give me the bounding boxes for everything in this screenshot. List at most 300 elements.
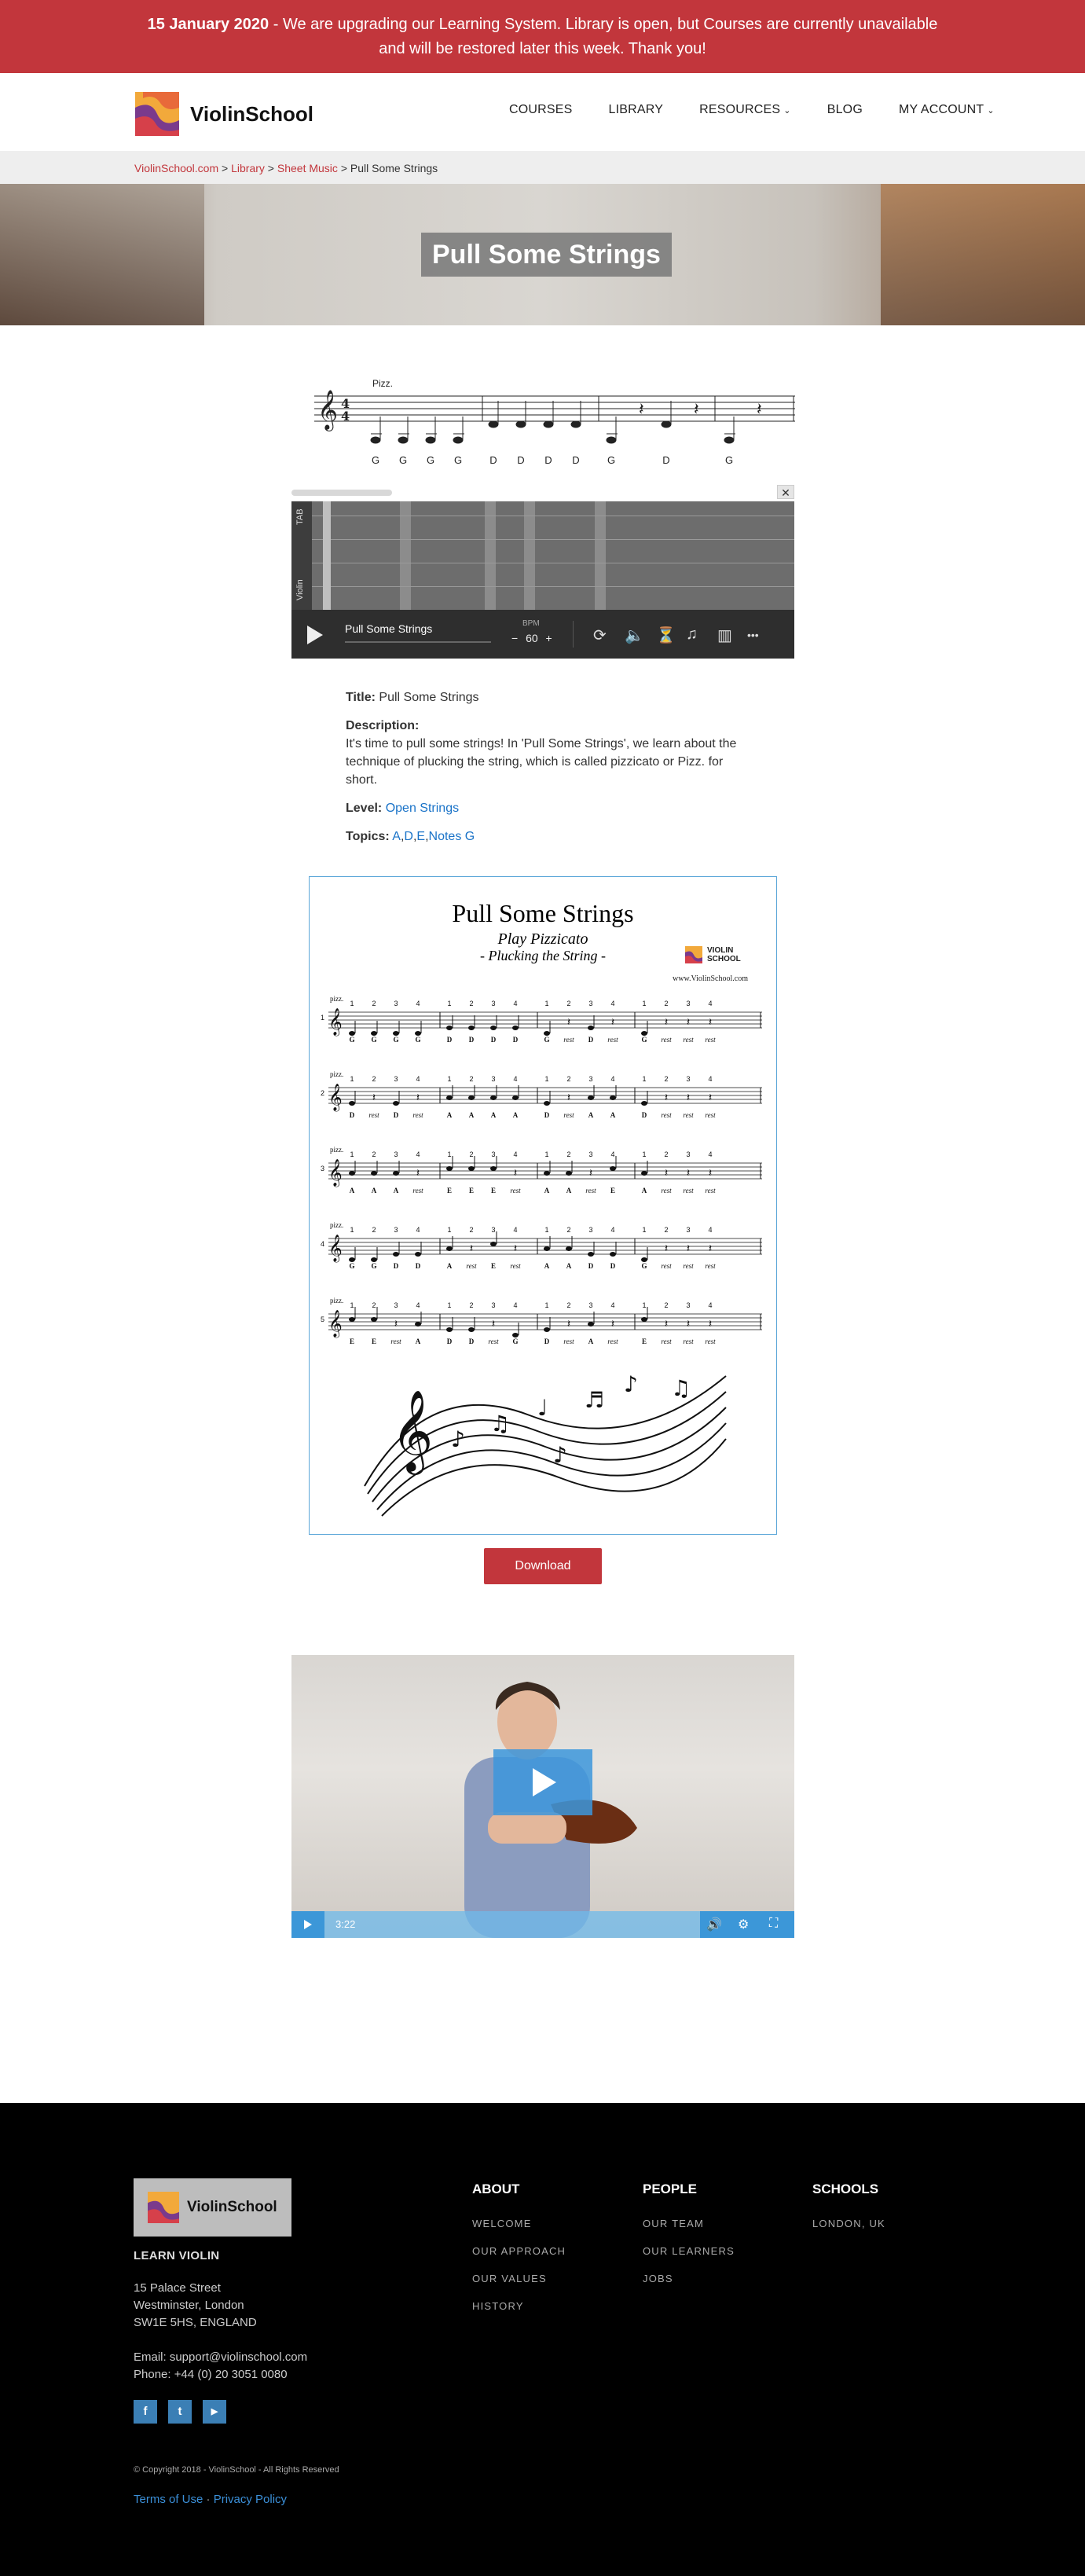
count-number: 3 (491, 1226, 496, 1234)
note-head (512, 1095, 519, 1100)
rest-symbol: 𝄽 (610, 1317, 615, 1330)
footer-link[interactable]: OUR VALUES (472, 2273, 547, 2284)
note-label: rest (683, 1338, 694, 1345)
note-label: D (446, 1338, 453, 1345)
brand-line1: VIOLIN (707, 946, 734, 955)
pizz-marking: pizz. (330, 995, 344, 1003)
count-number: 2 (566, 1150, 571, 1158)
footer-logo[interactable] (134, 2178, 291, 2237)
count-number: 2 (372, 1226, 376, 1234)
count-number: 3 (491, 1075, 496, 1083)
privacy-link[interactable]: Privacy Policy (213, 2493, 288, 2506)
hero-background-left (0, 184, 204, 325)
count-number: 2 (372, 1301, 376, 1309)
time-sig-top: 4 (341, 396, 350, 411)
treble-clef: 𝄞 (391, 1389, 434, 1472)
sheet-subtitle2: - Plucking the String - (480, 948, 606, 963)
player-controls (291, 610, 794, 659)
note-head (468, 1166, 475, 1171)
count-number: 1 (642, 1075, 647, 1083)
level-link[interactable]: Open Strings (385, 802, 460, 815)
nav-label: MY ACCOUNT (898, 103, 984, 116)
main-nav (509, 103, 1031, 117)
footer-col-people (643, 2182, 735, 2300)
rest-symbol: 𝄽 (708, 1015, 713, 1028)
note-label: rest (683, 1262, 694, 1270)
line-number: 1 (321, 1014, 325, 1022)
track-label (291, 501, 312, 610)
count-number: 1 (350, 1301, 354, 1309)
note-label: D (349, 1111, 355, 1119)
note-label: E (446, 1187, 453, 1194)
nav-library[interactable] (609, 103, 664, 117)
note-head (468, 1327, 475, 1332)
twitter-icon[interactable]: t (168, 2400, 192, 2424)
footer-address (134, 2280, 257, 2332)
note-head (610, 1095, 616, 1100)
line-number: 2 (321, 1089, 325, 1097)
note-label: rest (390, 1338, 401, 1345)
count-number: 2 (566, 1301, 571, 1309)
rest-symbol: 𝄽 (664, 1317, 669, 1330)
footer-col-schools (812, 2182, 885, 2245)
count-number: 3 (588, 1000, 593, 1007)
info-description-label (346, 717, 754, 735)
info-title (346, 688, 754, 706)
count-number: 2 (372, 1000, 376, 1007)
bpm-increase-button[interactable]: + (545, 632, 552, 644)
line-number: 5 (321, 1316, 325, 1323)
count-number: 4 (610, 1000, 615, 1007)
rest-symbol: 𝄽 (372, 1091, 376, 1103)
count-number: 1 (544, 1226, 549, 1234)
fullscreen-icon[interactable]: ⛶ (769, 1917, 779, 1930)
count-number: 2 (469, 1226, 474, 1234)
count-number: 4 (513, 1226, 518, 1234)
topic-link-e[interactable]: E (416, 830, 426, 843)
rest-symbol: 𝄽 (639, 399, 644, 419)
note-head (349, 1101, 355, 1106)
player-scrollbar[interactable] (291, 490, 392, 496)
treble-clef: 𝄞 (328, 1235, 343, 1262)
info-level (346, 799, 754, 817)
note-head (490, 1242, 497, 1246)
note-label: A (446, 1111, 453, 1119)
note-label: D (490, 1036, 497, 1044)
note-label: rest (661, 1338, 672, 1345)
note-glyph: ♩ (537, 1395, 548, 1421)
count-number: 4 (416, 1075, 420, 1083)
sheet-brand (685, 946, 741, 963)
count-number: 1 (447, 1226, 452, 1234)
youtube-icon[interactable]: ▶ (203, 2400, 226, 2424)
count-number: 3 (394, 1075, 398, 1083)
rest-symbol: 𝄽 (757, 399, 762, 419)
count-number: 4 (610, 1075, 615, 1083)
footer-learn-heading: LEARN VIOLIN (134, 2249, 220, 2262)
bpm-value: 60 (526, 632, 538, 644)
rest-symbol: 𝄽 (686, 1166, 691, 1179)
count-number: 1 (544, 1301, 549, 1309)
site-logo[interactable] (135, 92, 313, 136)
address-line: SW1E 5HS, ENGLAND (134, 2316, 257, 2329)
note-name: D (544, 454, 552, 466)
treble-clef: 𝄞 (328, 1008, 343, 1036)
footer-email[interactable]: Email: support@violinschool.com (134, 2350, 308, 2364)
treble-clef: 𝄞 (317, 390, 339, 430)
track-timeline[interactable] (312, 501, 794, 610)
pizz-marking: pizz. (330, 1297, 344, 1305)
pizz-marking: Pizz. (372, 378, 394, 389)
site-header (0, 73, 1085, 151)
nav-resources[interactable] (699, 103, 791, 117)
breadcrumb-separator: > (340, 162, 347, 174)
note-label: rest (488, 1338, 499, 1345)
info-level-label: Level: (346, 802, 383, 815)
play-icon[interactable] (291, 1911, 324, 1938)
announcement-bar (0, 0, 1085, 73)
timeline-line (312, 539, 794, 540)
note-head (641, 1171, 647, 1176)
tuner-icon[interactable]: ♫ (686, 626, 698, 643)
count-number: 4 (708, 1075, 713, 1083)
count-number: 1 (350, 1226, 354, 1234)
note-label: rest (412, 1111, 423, 1119)
track-name: Violin (295, 579, 305, 600)
note-head (544, 1327, 550, 1332)
note-head (446, 1327, 453, 1332)
footer-link[interactable]: OUR APPROACH (472, 2245, 566, 2257)
timeline-bar (595, 501, 606, 610)
note-glyph: ♪ (553, 1442, 567, 1468)
count-number: 2 (372, 1075, 376, 1083)
note-head (393, 1101, 399, 1106)
count-number: 3 (491, 1000, 496, 1007)
settings-icon[interactable]: ⚙ (738, 1918, 750, 1932)
note-label: D (393, 1262, 399, 1270)
pizz-marking: pizz. (330, 1146, 344, 1154)
count-number: 2 (566, 1000, 571, 1007)
note-name: G (453, 454, 463, 466)
rest-symbol: 𝄽 (513, 1242, 518, 1254)
note-label: G (641, 1262, 647, 1270)
song-progress[interactable] (345, 641, 491, 643)
count-number: 3 (394, 1150, 398, 1158)
note-label: G (371, 1036, 377, 1044)
hero-background-right (881, 184, 1085, 325)
note-head (610, 1166, 616, 1171)
note-head (468, 1026, 475, 1030)
note-head (512, 1026, 519, 1030)
note-name: D (517, 454, 525, 466)
metronome-icon[interactable]: ⏳ (656, 627, 676, 644)
note-head (446, 1166, 453, 1171)
sheet-title: Pull Some Strings (452, 899, 634, 927)
note-name: D (662, 454, 670, 466)
note-glyph: ♬ (585, 1387, 605, 1413)
sheet-staves (321, 987, 768, 1372)
sheet-info (346, 688, 754, 856)
video-player[interactable] (291, 1655, 794, 1938)
note-label: rest (705, 1111, 716, 1119)
breadcrumb-link-sheet-music[interactable]: Sheet Music (277, 162, 338, 174)
count-number: 2 (469, 1075, 474, 1083)
video-duration: 3:22 (335, 1918, 356, 1930)
rest-symbol: 𝄽 (394, 1317, 398, 1330)
count-number: 1 (642, 1301, 647, 1309)
note-head (446, 1095, 453, 1100)
logo-mark (148, 2192, 179, 2223)
note-label: D (468, 1338, 475, 1345)
footer-logo-text: ViolinSchool (187, 2199, 277, 2215)
treble-clef: 𝄞 (328, 1159, 343, 1187)
note-label: rest (705, 1262, 716, 1270)
rest-symbol: 𝄽 (686, 1015, 691, 1028)
nav-courses[interactable] (509, 103, 573, 117)
count-number: 2 (469, 1150, 474, 1158)
note-glyph: ♪ (624, 1371, 638, 1397)
social-links (134, 2400, 237, 2424)
count-number: 1 (447, 1000, 452, 1007)
brand-line2: SCHOOL (707, 955, 741, 963)
footer-link[interactable]: OUR LEARNERS (643, 2245, 735, 2257)
note-label: rest (705, 1036, 716, 1044)
note-name: G (426, 454, 435, 466)
hero-banner (0, 184, 1085, 325)
piano-icon[interactable]: ▥ (717, 627, 732, 644)
rest-symbol: 𝄽 (513, 1166, 518, 1179)
rest-symbol: 𝄽 (610, 1015, 615, 1028)
count-number: 4 (708, 1150, 713, 1158)
nav-blog[interactable] (827, 103, 863, 117)
count-number: 2 (664, 1075, 669, 1083)
count-number: 1 (447, 1150, 452, 1158)
count-number: 4 (513, 1150, 518, 1158)
note-head (544, 1101, 550, 1106)
close-icon[interactable]: ✕ (777, 485, 794, 499)
sheet-music-preview[interactable] (309, 876, 777, 1535)
footer-link[interactable]: WELCOME (472, 2218, 532, 2229)
note-head (490, 1095, 497, 1100)
count-number: 3 (491, 1301, 496, 1309)
rest-symbol: 𝄽 (708, 1242, 713, 1254)
pizz-marking: pizz. (330, 1070, 344, 1078)
note-name: G (398, 454, 408, 466)
note-label: G (641, 1036, 647, 1044)
note-label: rest (510, 1262, 521, 1270)
note-label: rest (705, 1338, 716, 1345)
volume-icon[interactable]: 🔈 (625, 627, 644, 644)
footer-col-title: PEOPLE (643, 2182, 697, 2196)
note-label: G (349, 1036, 355, 1044)
rest-symbol: 𝄽 (694, 399, 699, 419)
note-label: rest (607, 1036, 618, 1044)
note-name: G (607, 454, 616, 466)
count-number: 3 (686, 1226, 691, 1234)
note-label: rest (661, 1187, 672, 1194)
note-label: rest (510, 1187, 521, 1194)
count-number: 3 (588, 1301, 593, 1309)
note-label: rest (563, 1036, 574, 1044)
note-label: A (393, 1187, 399, 1194)
footer-legal-links (134, 2493, 287, 2506)
count-number: 4 (416, 1150, 420, 1158)
note-label: D (544, 1338, 550, 1345)
rest-symbol: 𝄽 (664, 1242, 669, 1254)
note-name: G (371, 454, 380, 466)
footer-link[interactable]: LONDON, UK (812, 2218, 885, 2229)
note-label: G (512, 1338, 519, 1345)
facebook-icon[interactable]: f (134, 2400, 157, 2424)
count-number: 4 (708, 1226, 713, 1234)
timeline-bar (485, 501, 496, 610)
count-number: 2 (469, 1000, 474, 1007)
download-button[interactable]: Download (484, 1548, 602, 1584)
count-number: 2 (469, 1301, 474, 1309)
video-controls (291, 1911, 794, 1938)
count-number: 3 (686, 1075, 691, 1083)
note-glyph: ♪ (451, 1426, 465, 1452)
topic-link-a[interactable]: A (392, 830, 401, 843)
player-toolbar (291, 483, 794, 501)
count-number: 1 (544, 1000, 549, 1007)
footer-link[interactable]: OUR TEAM (643, 2218, 704, 2229)
note-label: G (349, 1262, 355, 1270)
count-number: 3 (394, 1226, 398, 1234)
note-label: rest (585, 1187, 596, 1194)
note-head (588, 1322, 594, 1327)
sheet-subtitle: Play Pizzicato (497, 930, 588, 948)
note-head (641, 1317, 647, 1322)
info-title-value: Pull Some Strings (379, 691, 479, 704)
site-footer (0, 2103, 1085, 2576)
note-head (641, 1101, 647, 1106)
count-number: 3 (491, 1150, 496, 1158)
count-number: 1 (642, 1150, 647, 1158)
note-label: D (544, 1111, 550, 1119)
note-label: D (393, 1111, 399, 1119)
rest-symbol: 𝄽 (664, 1166, 669, 1179)
note-label: E (371, 1338, 377, 1345)
rest-symbol: 𝄽 (416, 1091, 420, 1103)
note-label: rest (661, 1111, 672, 1119)
logo-text: ViolinSchool (190, 101, 313, 126)
note-label: rest (683, 1187, 694, 1194)
note-label: D (512, 1036, 519, 1044)
breadcrumb-link-library[interactable]: Library (231, 162, 265, 174)
count-number: 3 (588, 1075, 593, 1083)
count-number: 4 (610, 1301, 615, 1309)
note-head (393, 1252, 399, 1257)
footer-link[interactable]: HISTORY (472, 2300, 524, 2312)
rest-symbol: 𝄽 (566, 1317, 571, 1330)
note-name: D (572, 454, 580, 466)
nav-label: BLOG (827, 103, 863, 116)
rest-symbol: 𝄽 (416, 1166, 420, 1179)
footer-col-title: SCHOOLS (812, 2182, 879, 2196)
note-glyph: ♫ (671, 1375, 691, 1401)
topic-link-notes-g[interactable]: Notes G (428, 830, 475, 843)
note-label: rest (563, 1338, 574, 1345)
breadcrumb-link-home[interactable]: ViolinSchool.com (134, 162, 219, 174)
footer-col-title: ABOUT (472, 2182, 520, 2196)
count-number: 4 (416, 1226, 420, 1234)
tab-clef-icon: TAB (295, 508, 305, 525)
note-head (393, 1171, 399, 1176)
footer-link[interactable]: JOBS (643, 2273, 673, 2284)
note-label: D (446, 1036, 453, 1044)
rest-symbol: 𝄽 (664, 1091, 669, 1103)
line-number: 3 (321, 1165, 325, 1172)
more-icon[interactable]: ••• (747, 629, 759, 641)
notation-preview (314, 372, 795, 475)
footer-copyright: © Copyright 2018 - ViolinSchool - All Rights Reserved (134, 2465, 339, 2475)
count-number: 2 (372, 1150, 376, 1158)
note-head (446, 1026, 453, 1030)
count-number: 4 (708, 1000, 713, 1007)
timeline-bar (524, 501, 535, 610)
note-label: rest (368, 1111, 379, 1119)
playback-cursor[interactable] (323, 501, 331, 610)
play-icon[interactable] (307, 626, 323, 644)
note-label: E (468, 1187, 475, 1194)
count-number: 1 (544, 1075, 549, 1083)
music-swirl-art (357, 1360, 734, 1517)
rest-symbol: 𝄽 (566, 1091, 571, 1103)
topic-link-d[interactable]: D (404, 830, 413, 843)
note-label: A (490, 1111, 497, 1119)
timeline-bar (400, 501, 411, 610)
note-label: rest (683, 1036, 694, 1044)
note-label: rest (412, 1187, 423, 1194)
divider (573, 621, 574, 648)
count-number: 3 (686, 1000, 691, 1007)
address-line: Westminster, London (134, 2299, 244, 2312)
note-head (490, 1026, 497, 1030)
bpm-control (511, 632, 552, 644)
note-label: D (415, 1262, 421, 1270)
bpm-decrease-button[interactable]: − (511, 632, 519, 644)
note-label: A (468, 1111, 475, 1119)
rest-symbol: 𝄽 (686, 1091, 691, 1103)
chevron-down-icon: ⌄ (987, 105, 995, 116)
count-number: 3 (394, 1000, 398, 1007)
video-play-button[interactable] (493, 1749, 592, 1815)
footer-col-about (472, 2182, 566, 2328)
info-description: It's time to pull some strings! In 'Pull Some Strings', we learn about the technique of plucking the string, which is called pizzicato or Pizz. for short. (346, 737, 737, 787)
note-label: D (588, 1036, 594, 1044)
description-label: Description: (346, 719, 420, 732)
time-sig-bottom: 4 (341, 409, 350, 424)
link-separator: · (203, 2493, 214, 2506)
rest-symbol: 𝄽 (686, 1317, 691, 1330)
page-title: Pull Some Strings (421, 233, 672, 277)
nav-my-account[interactable] (899, 103, 995, 117)
count-number: 3 (394, 1301, 398, 1309)
note-head (544, 1246, 550, 1251)
loop-icon[interactable]: ⟳ (593, 627, 607, 644)
volume-icon[interactable]: 🔊 (706, 1918, 722, 1932)
note-label: A (566, 1262, 572, 1270)
note-label: A (371, 1187, 377, 1194)
announcement-date: 15 January 2020 (147, 16, 269, 33)
info-topics: Topics: A,D,E,Notes G (346, 830, 475, 843)
count-number: 1 (447, 1075, 452, 1083)
breadcrumb-separator: > (267, 162, 274, 174)
terms-link[interactable]: Terms of Use (134, 2493, 203, 2506)
note-label: rest (607, 1338, 618, 1345)
breadcrumb-current: Pull Some Strings (350, 162, 438, 174)
